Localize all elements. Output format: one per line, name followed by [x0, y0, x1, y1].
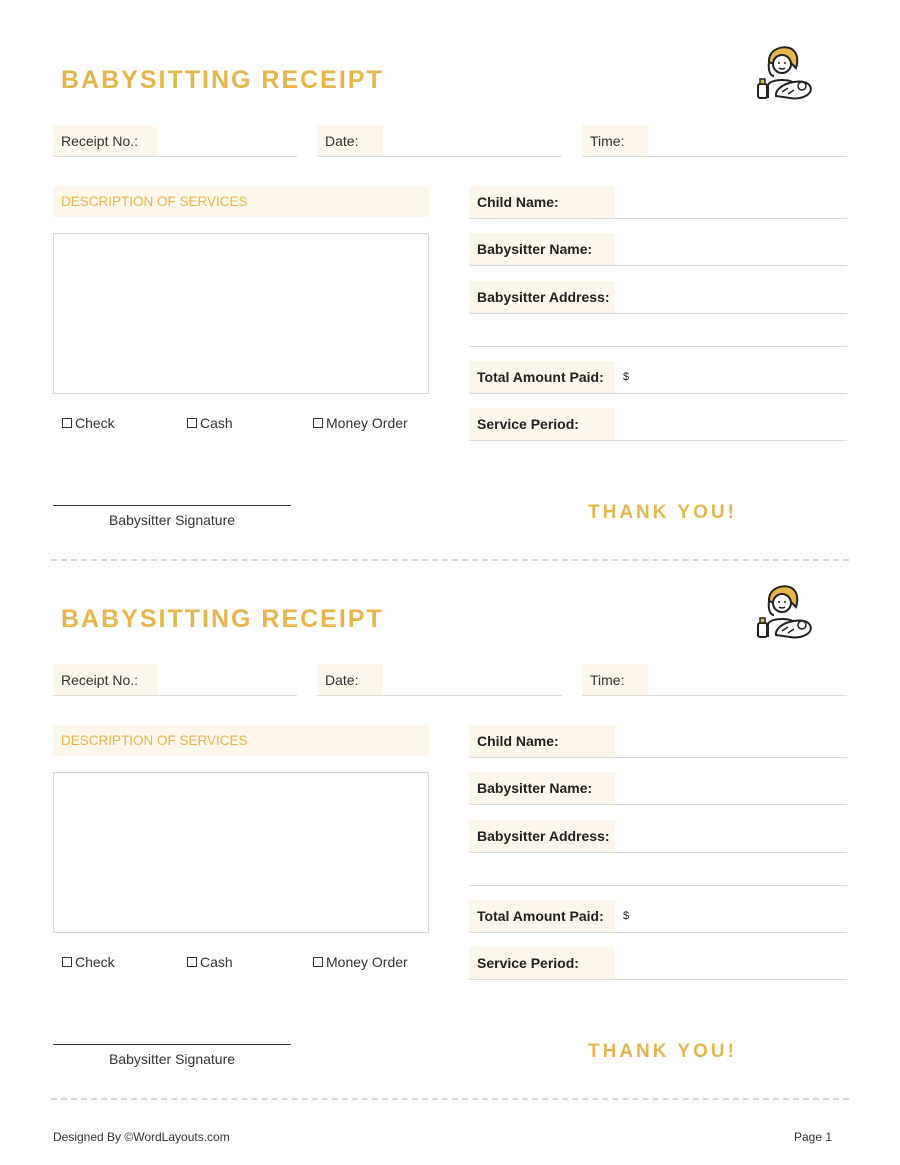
checkbox-icon[interactable] — [62, 418, 72, 428]
receipt — [0, 0, 900, 539]
payment-option-money-order[interactable] — [313, 415, 408, 431]
payment-option-check[interactable] — [62, 415, 115, 431]
receipt — [0, 539, 900, 1078]
child-name-label: Child Name: — [469, 725, 615, 757]
time-field[interactable] — [582, 125, 847, 157]
total-amount-label: Total Amount Paid: — [469, 361, 615, 393]
signature-label: Babysitter Signature — [108, 1051, 236, 1067]
signature-line[interactable] — [53, 505, 291, 506]
checkbox-icon[interactable] — [187, 957, 197, 967]
babysitter-with-baby-icon — [752, 40, 816, 104]
description-box[interactable] — [53, 772, 429, 933]
payment-option-cash[interactable] — [187, 415, 233, 431]
payment-option-label: Check — [75, 954, 115, 970]
babysitter-address-field[interactable] — [469, 820, 847, 853]
date-label: Date: — [317, 664, 383, 695]
receipt-title: BABYSITTING RECEIPT — [61, 605, 384, 633]
babysitter-name-field[interactable] — [469, 772, 847, 805]
service-period-label: Service Period: — [469, 947, 615, 979]
receipt-no-field[interactable] — [53, 125, 297, 157]
checkbox-icon[interactable] — [187, 418, 197, 428]
payment-option-label: Cash — [200, 954, 233, 970]
description-heading: DESCRIPTION OF SERVICES — [53, 186, 429, 217]
cut-line — [51, 559, 849, 561]
child-name-label: Child Name: — [469, 186, 615, 218]
currency-symbol: $ — [623, 910, 630, 922]
cut-line — [51, 1098, 849, 1100]
time-label: Time: — [582, 664, 648, 695]
total-amount-field[interactable] — [469, 361, 847, 394]
payment-option-check[interactable] — [62, 954, 115, 970]
babysitter-name-label: Babysitter Name: — [469, 233, 615, 265]
babysitter-name-label: Babysitter Name: — [469, 772, 615, 804]
designer-credit: Designed By ©WordLayouts.com — [53, 1130, 230, 1144]
checkbox-icon[interactable] — [313, 418, 323, 428]
receipt-no-label: Receipt No.: — [53, 664, 158, 695]
receipt-no-field[interactable] — [53, 664, 297, 696]
date-field[interactable] — [317, 664, 562, 696]
total-amount-label: Total Amount Paid: — [469, 900, 615, 932]
payment-option-label: Money Order — [326, 415, 408, 431]
signature-line[interactable] — [53, 1044, 291, 1045]
time-label: Time: — [582, 125, 648, 156]
child-name-field[interactable] — [469, 725, 847, 758]
child-name-field[interactable] — [469, 186, 847, 219]
babysitter-address-label: Babysitter Address: — [469, 820, 615, 852]
thank-you-text: THANK YOU! — [588, 502, 737, 523]
payment-option-label: Money Order — [326, 954, 408, 970]
receipt-no-label: Receipt No.: — [53, 125, 158, 156]
payment-option-label: Check — [75, 415, 115, 431]
payment-option-cash[interactable] — [187, 954, 233, 970]
checkbox-icon[interactable] — [313, 957, 323, 967]
service-period-field[interactable] — [469, 408, 847, 441]
babysitter-address-label: Babysitter Address: — [469, 281, 615, 313]
service-period-field[interactable] — [469, 947, 847, 980]
thank-you-text: THANK YOU! — [588, 1041, 737, 1062]
description-heading: DESCRIPTION OF SERVICES — [53, 725, 429, 756]
currency-symbol: $ — [623, 371, 630, 383]
address-second-line[interactable] — [469, 346, 847, 347]
service-period-label: Service Period: — [469, 408, 615, 440]
receipt-title: BABYSITTING RECEIPT — [61, 66, 384, 94]
total-amount-field[interactable] — [469, 900, 847, 933]
payment-option-label: Cash — [200, 415, 233, 431]
date-label: Date: — [317, 125, 383, 156]
address-second-line[interactable] — [469, 885, 847, 886]
babysitter-with-baby-icon — [752, 579, 816, 643]
babysitter-address-field[interactable] — [469, 281, 847, 314]
time-field[interactable] — [582, 664, 847, 696]
date-field[interactable] — [317, 125, 562, 157]
babysitter-name-field[interactable] — [469, 233, 847, 266]
signature-label: Babysitter Signature — [108, 512, 236, 528]
description-box[interactable] — [53, 233, 429, 394]
checkbox-icon[interactable] — [62, 957, 72, 967]
page-number: Page 1 — [794, 1130, 833, 1144]
payment-option-money-order[interactable] — [313, 954, 408, 970]
